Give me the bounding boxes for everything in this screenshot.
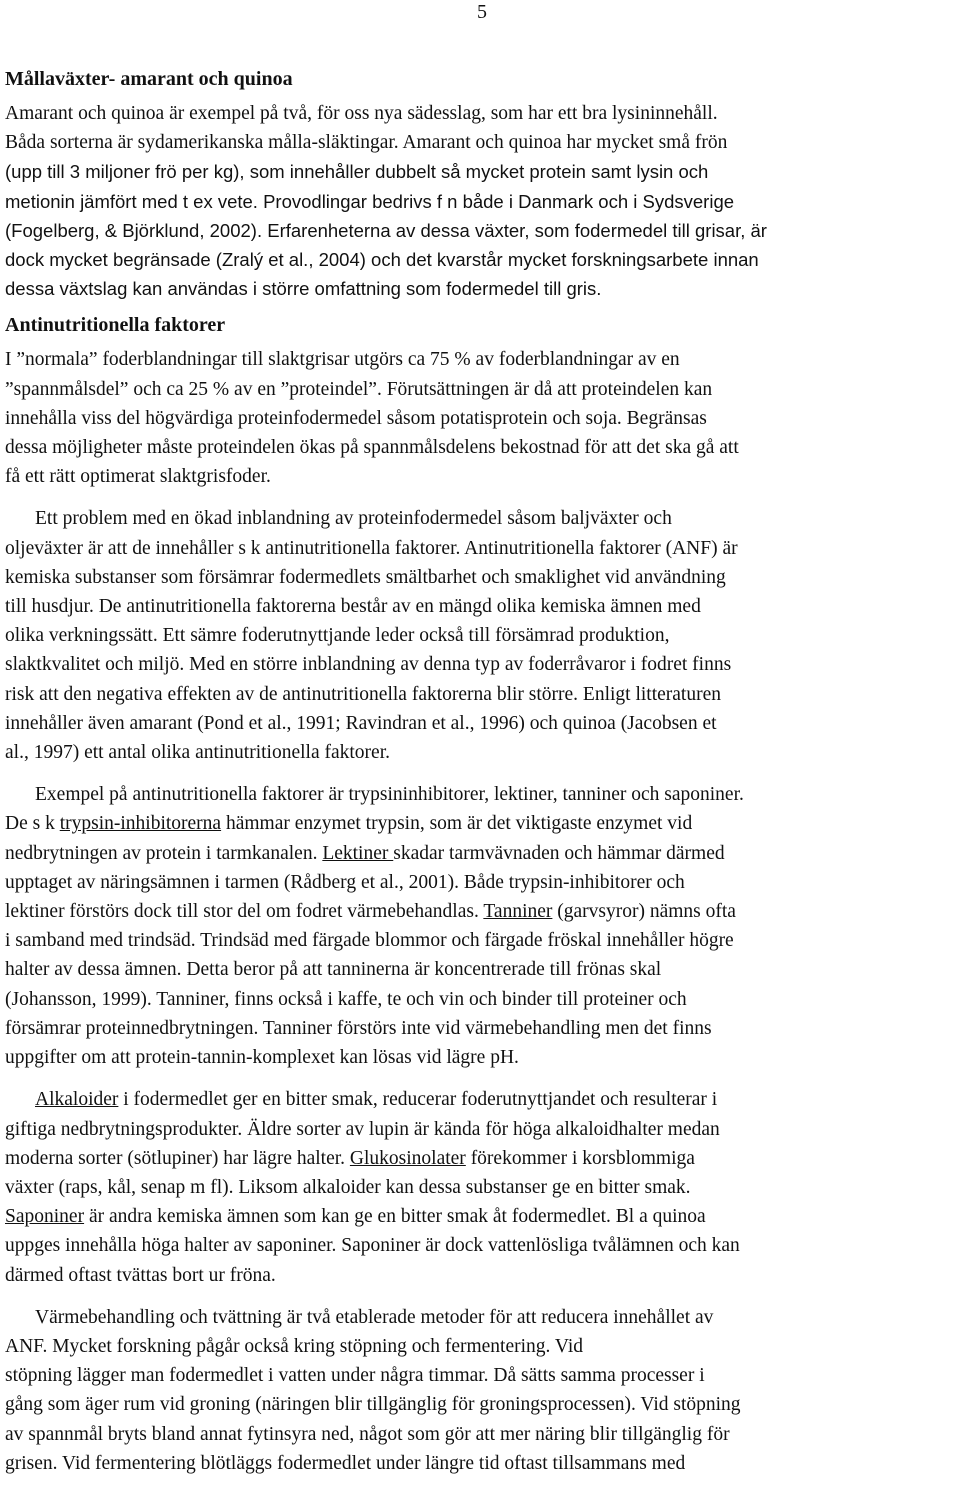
- text-line: halter av dessa ämnen. Detta beror på att tanninerna är koncentrerade till frönas skal: [5, 959, 662, 981]
- text-line: oljeväxter är att de innehåller s k antinutritionella faktorer. Antinutritionella faktorer (ANF) är: [5, 537, 738, 559]
- term-trypsin-inhibitorerna: trypsin-inhibitorerna: [59, 813, 222, 835]
- text-line: stöpning lägger man fodermedlet i vatten under några timmar. Då sätts samma processer i: [5, 1365, 705, 1387]
- text-line: upptaget av näringsämnen i tarmen (Rådberg et al., 2001). Både trypsin-inhibitorer och: [5, 871, 685, 893]
- text-line: Amarant och quinoa är exempel på två, för oss nya sädesslag, som har ett bra lysininnehåll.: [5, 103, 718, 124]
- text-line: av spannmål bryts bland annat fytinsyra ned, något som gör att mer näring blir tillgänglig för: [5, 1423, 730, 1445]
- text-line: giftiga nedbrytningsprodukter. Äldre sorter av lupin är kända för höga alkaloidhalter medan: [5, 1118, 720, 1140]
- text: i fodermedlet ger en bitter smak, reducerar foderutnyttjandet och resulterar i: [118, 1089, 718, 1111]
- text-line: olika verkningssätt. Ett sämre foderutnyttjande leder också till försämrad produktion,: [5, 625, 670, 647]
- text-line: få ett rätt optimerat slaktgrisfoder.: [5, 466, 271, 488]
- text: förekommer i korsblommiga: [465, 1147, 695, 1169]
- text-line: kemiska substanser som försämrar fodermedlets smältbarhet och smaklighet vid användning: [5, 566, 726, 588]
- text-line: [5, 1202, 960, 1231]
- term-tanniner: Tanniner: [483, 901, 553, 923]
- section-heading-antinutritionella: Antinutritionella faktorer: [5, 314, 226, 337]
- text-line: [5, 809, 960, 838]
- text-line: risk att den negativa effekten av de antinutritionella faktorerna blir större. Enligt litteraturen: [5, 683, 721, 705]
- text-line: [5, 1144, 960, 1173]
- paragraph-exempel: [5, 780, 960, 1072]
- paragraph-amarant-quinoa: [5, 99, 960, 303]
- text: hämmar enzymet trypsin, som är det viktigaste enzymet vid: [221, 813, 693, 835]
- text-line: dessa möjligheter måste proteindelen ökas på spannmålsdelens bekostnad för att det ska gå att: [5, 437, 739, 459]
- text-line: Värmebehandling och tvättning är två etablerade metoder för att reducera innehållet av: [35, 1306, 714, 1328]
- text-line: innehålla viss del högvärdiga proteinfodermedel såsom potatisprotein och soja. Begränsas: [5, 407, 707, 429]
- text-line: slaktkvalitet och miljö. Med en större inblandning av denna typ av foderråvaror i fodret finns: [5, 654, 732, 676]
- text-line: ANF. Mycket forskning pågår också kring stöpning och fermentering. Vid: [5, 1335, 584, 1357]
- text-line: därmed oftast tvättas bort ur fröna.: [5, 1264, 276, 1286]
- text-line: al., 1997) ett antal olika antinutritionella faktorer.: [5, 742, 391, 764]
- text-line: (Fogelberg, & Björklund, 2002). Erfarenheterna av dessa växter, som fodermedel till grisar, är: [5, 219, 767, 241]
- text-line: växter (raps, kål, senap m fl). Liksom alkaloider kan dessa substanser ge en bitter smak.: [5, 1176, 691, 1198]
- text-line: (upp till 3 miljoner frö per kg), som innehåller dubbelt så mycket protein samt lysin och: [5, 161, 709, 183]
- text-line: (Johansson, 1999). Tanniner, finns också i kaffe, te och vin och binder till proteiner och: [5, 988, 687, 1010]
- paragraph-ett-problem: [5, 504, 960, 767]
- section-heading-mallavaxter: Mållaväxter- amarant och quinoa: [5, 68, 293, 90]
- term-alkaloider: Alkaloider: [35, 1089, 119, 1111]
- text-line: Exempel på antinutritionella faktorer är trypsininhibitorer, lektiner, tanniner och saponiner.: [35, 784, 744, 806]
- text-line: [5, 897, 960, 926]
- term-lektiner: Lektiner: [322, 842, 394, 864]
- text-line: uppgifter om att protein-tannin-komplexet kan lösas vid lägre pH.: [5, 1047, 519, 1069]
- text: De s k: [5, 813, 60, 835]
- text: lektiner förstörs dock till stor del om fodret värmebehandlas.: [5, 901, 484, 923]
- text: skadar tarmvävnaden och hämmar därmed: [393, 842, 725, 864]
- text-line: [5, 1085, 960, 1114]
- term-saponiner: Saponiner: [5, 1206, 85, 1228]
- text-line: uppges innehålla höga halter av saponiner. Saponiner är dock vattenlösliga tvålämnen och kan: [5, 1235, 740, 1257]
- page-number: 5: [477, 1, 487, 23]
- text: moderna sorter (sötlupiner) har lägre halter.: [5, 1147, 350, 1169]
- text: nedbrytningen av protein i tarmkanalen.: [5, 842, 323, 864]
- text-line: dessa växtslag kan användas i större omfattning som fodermedel till gris.: [5, 278, 602, 300]
- text-line: [5, 839, 960, 868]
- text-line: försämrar proteinnedbrytningen. Tanniner förstörs inte vid värmebehandling men det finns: [5, 1017, 712, 1039]
- term-glukosinolater: Glukosinolater: [349, 1147, 466, 1169]
- text-line: I ”normala” foderblandningar till slaktgrisar utgörs ca 75 % av foderblandningar av en: [5, 349, 680, 371]
- text-line: dock mycket begränsade (Zralý et al., 2004) och det kvarstår mycket forskningsarbete innan: [5, 249, 759, 271]
- text-line: metionin jämfört med t ex vete. Provodlingar bedrivs f n både i Danmark och i Sydsverige: [5, 190, 735, 212]
- paragraph-foderblandningar: [5, 345, 960, 491]
- text: är andra kemiska ämnen som kan ge en bitter smak åt fodermedlet. Bl a quinoa: [84, 1206, 706, 1228]
- text-line: grisen. Vid fermentering blötläggs fodermedlet under längre tid oftast tillsammans med: [5, 1452, 686, 1474]
- text-line: Ett problem med en ökad inblandning av proteinfodermedel såsom baljväxter och: [35, 508, 672, 530]
- text-line: i samband med trindsäd. Trindsäd med färgade blommor och färgade fröskal innehåller högre: [5, 930, 734, 952]
- text-line: ”spannmålsdel” och ca 25 % av en ”proteindel”. Förutsättningen är då att proteindelen kan: [5, 378, 713, 400]
- text-line: gång som äger rum vid groning (näringen blir tillgänglig för groningsprocessen). Vid stöpning: [5, 1394, 741, 1416]
- text-line: till husdjur. De antinutritionella faktorerna består av en mängd olika kemiska ämnen med: [5, 596, 701, 618]
- paragraph-varmebehandling: [5, 1303, 960, 1478]
- text: (garvsyror) nämns ofta: [552, 901, 736, 923]
- paragraph-alkaloider: [5, 1085, 960, 1289]
- text-line: innehåller även amarant (Pond et al., 1991; Ravindran et al., 1996) och quinoa (Jacobsen et: [5, 712, 717, 734]
- text-line: Båda sorterna är sydamerikanska målla-släktingar. Amarant och quinoa har mycket små frön: [5, 132, 728, 154]
- document-body: [5, 65, 960, 1478]
